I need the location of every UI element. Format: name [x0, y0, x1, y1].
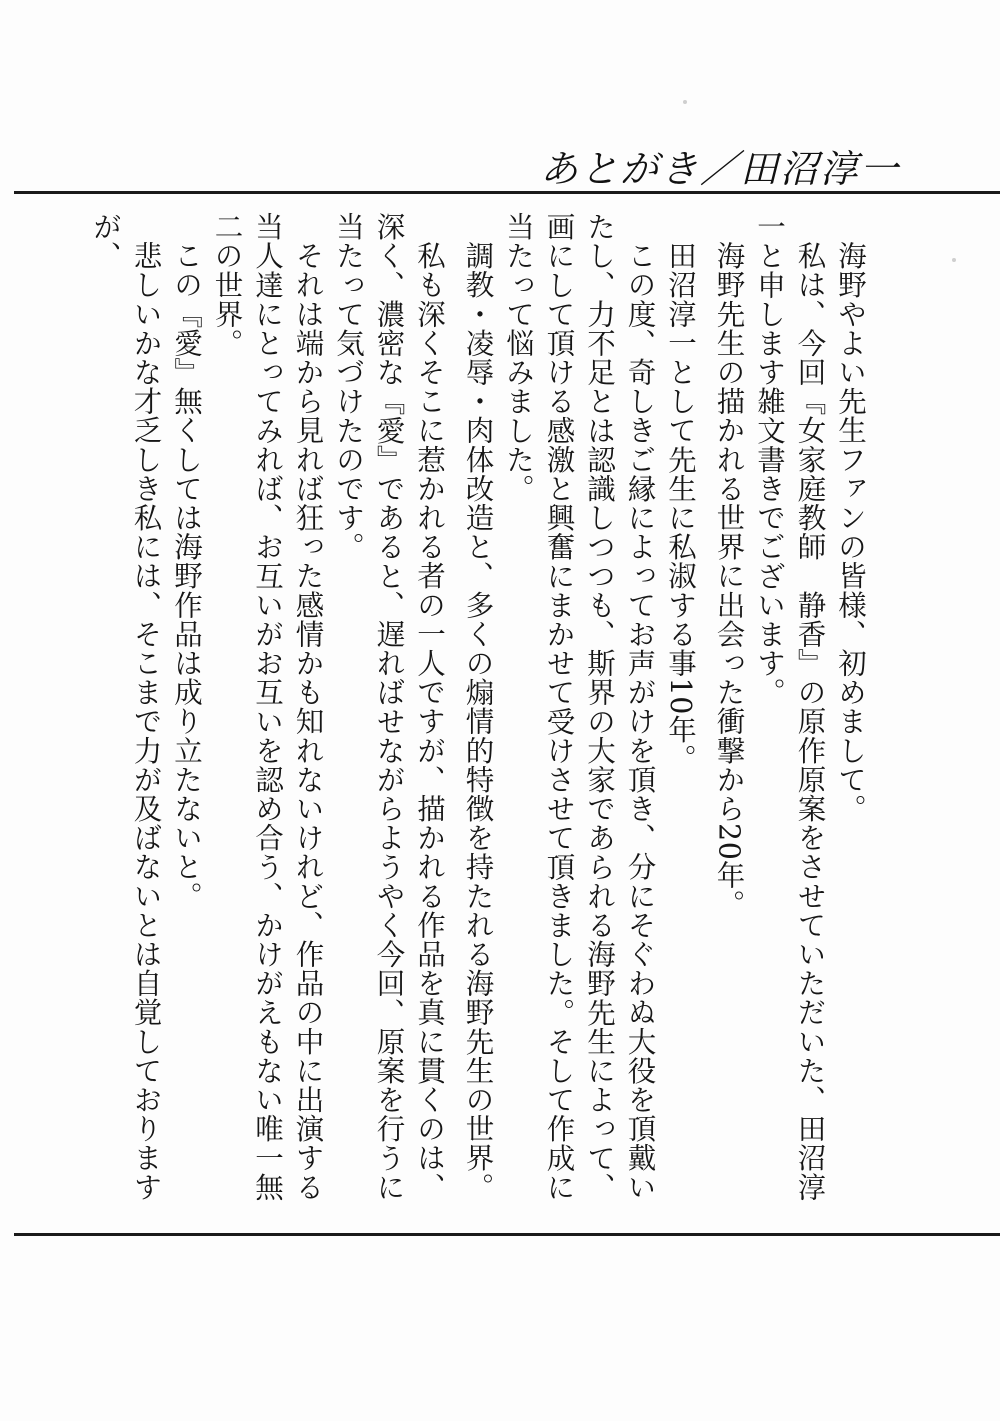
scan-speck — [952, 258, 956, 262]
paragraph: 私も深くそこに惹かれる者の一人ですが、描かれる作品を真に貫くのは、深く、濃密な『愛』であると、遅ればせながらようやく今回、原案を行うに当たって気づけたのです。 — [332, 212, 446, 1202]
top-divider — [14, 191, 1000, 194]
scan-speck — [683, 100, 687, 104]
paragraph: 悲しいかな才乏しき私には、そこまで力が及ばないとは自覚しておりますが、 — [89, 212, 163, 1201]
paragraph: 田沼淳一として先生に私淑する事10年。 — [664, 240, 697, 773]
paragraph: 海野やよい先生ファンの皆様、初めまして。 — [834, 240, 867, 823]
paragraph: 私は、今回『女家庭教師 静香』の原作原案をさせていただいた、田沼淳一と申します雑文書きでございます。 — [753, 212, 827, 1201]
afterword-body — [85, 212, 871, 1212]
paragraph: それは端から見れば狂った感情かも知れないけれど、作品の中に出演する当人達にとってみれば、お互いがお互いを認め合う、かけがえもない唯一無二の世界。 — [210, 212, 325, 1202]
paragraph: 海野先生の描かれる世界に出会った衝撃から20年。 — [712, 240, 746, 919]
paragraph: この度、奇しきご縁によってお声がけを頂き、分にそぐわぬ大役を頂戴いたし、力不足とは認識しつつも、斯界の大家であられる海野先生によって、画にして頂ける感激と興奮にまかせて受けさせて頂きました。そして作成に当たって悩みました。 — [502, 212, 657, 1202]
bottom-divider — [14, 1233, 1000, 1236]
page-title: あとがき／田沼淳一 — [539, 147, 900, 191]
paragraph: 調教・凌辱・肉体改造と、多くの煽情的特徴を持たれる海野先生の世界。 — [461, 240, 495, 1201]
paragraph: この『愛』無くしては海野作品は成り立たないと。 — [170, 240, 203, 910]
